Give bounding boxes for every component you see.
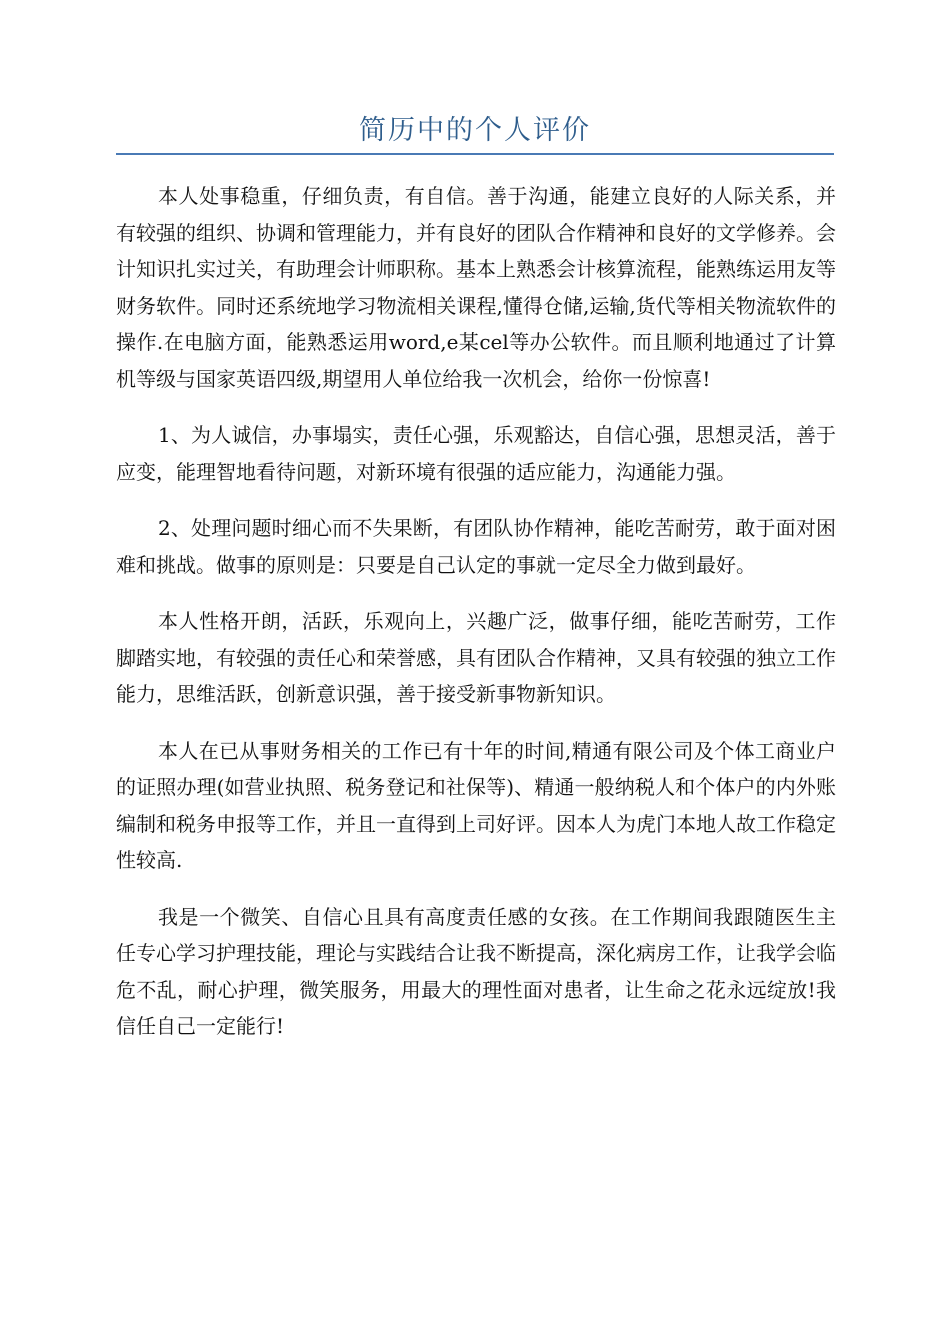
paragraph-intro: 本人处事稳重，仔细负责，有自信。善于沟通，能建立良好的人际关系，并有较强的组织、协调和管理能力，并有良好的团队合作精神和良好的文学修养。会计知识扎实过关，有助理会计师职称。基本上熟悉会计核算流程，能熟练运用友等财务软件。同时还系统地学习物流相关课程,懂得仓储,运输,货代等相关物流软件的操作.在电脑方面，能熟悉运用word,e某cel等办公软件。而且顺利地通过了计算机等级与国家英语四级,期望用人单位给我一次机会，给你一份惊喜!	[116, 184, 836, 391]
title-underline	[116, 153, 834, 155]
paragraph-personality: 本人性格开朗，活跃，乐观向上，兴趣广泛，做事仔细，能吃苦耐劳，工作脚踏实地，有较强的责任心和荣誉感，具有团队合作精神，又具有较强的独立工作能力，思维活跃，创新意识强，善于接受新事物新知识。	[116, 609, 836, 706]
document-body	[116, 178, 836, 1065]
paragraph-point-2: 2、处理问题时细心而不失果断，有团队协作精神，能吃苦耐劳，敢于面对困难和挑战。做事的原则是：只要是自己认定的事就一定尽全力做到最好。	[116, 516, 836, 577]
page-title: 简历中的个人评价	[359, 115, 591, 146]
paragraph-point-1: 1、为人诚信，办事塌实，责任心强，乐观豁达，自信心强，思想灵活，善于应变，能理智地看待问题，对新环境有很强的适应能力，沟通能力强。	[116, 423, 836, 484]
paragraph-experience: 本人在已从事财务相关的工作已有十年的时间,精通有限公司及个体工商业户的证照办理(如营业执照、税务登记和社保等)、精通一般纳税人和个体户的内外账编制和税务申报等工作，并且一直得到上司好评。因本人为虎门本地人故工作稳定性较高.	[116, 738, 836, 872]
paragraph-nursing: 我是一个微笑、自信心且具有高度责任感的女孩。在工作期间我跟随医生主任专心学习护理技能，理论与实践结合让我不断提高，深化病房工作，让我学会临危不乱，耐心护理，微笑服务，用最大的理性面对患者，让生命之花永远绽放!我信任自己一定能行!	[116, 904, 836, 1038]
